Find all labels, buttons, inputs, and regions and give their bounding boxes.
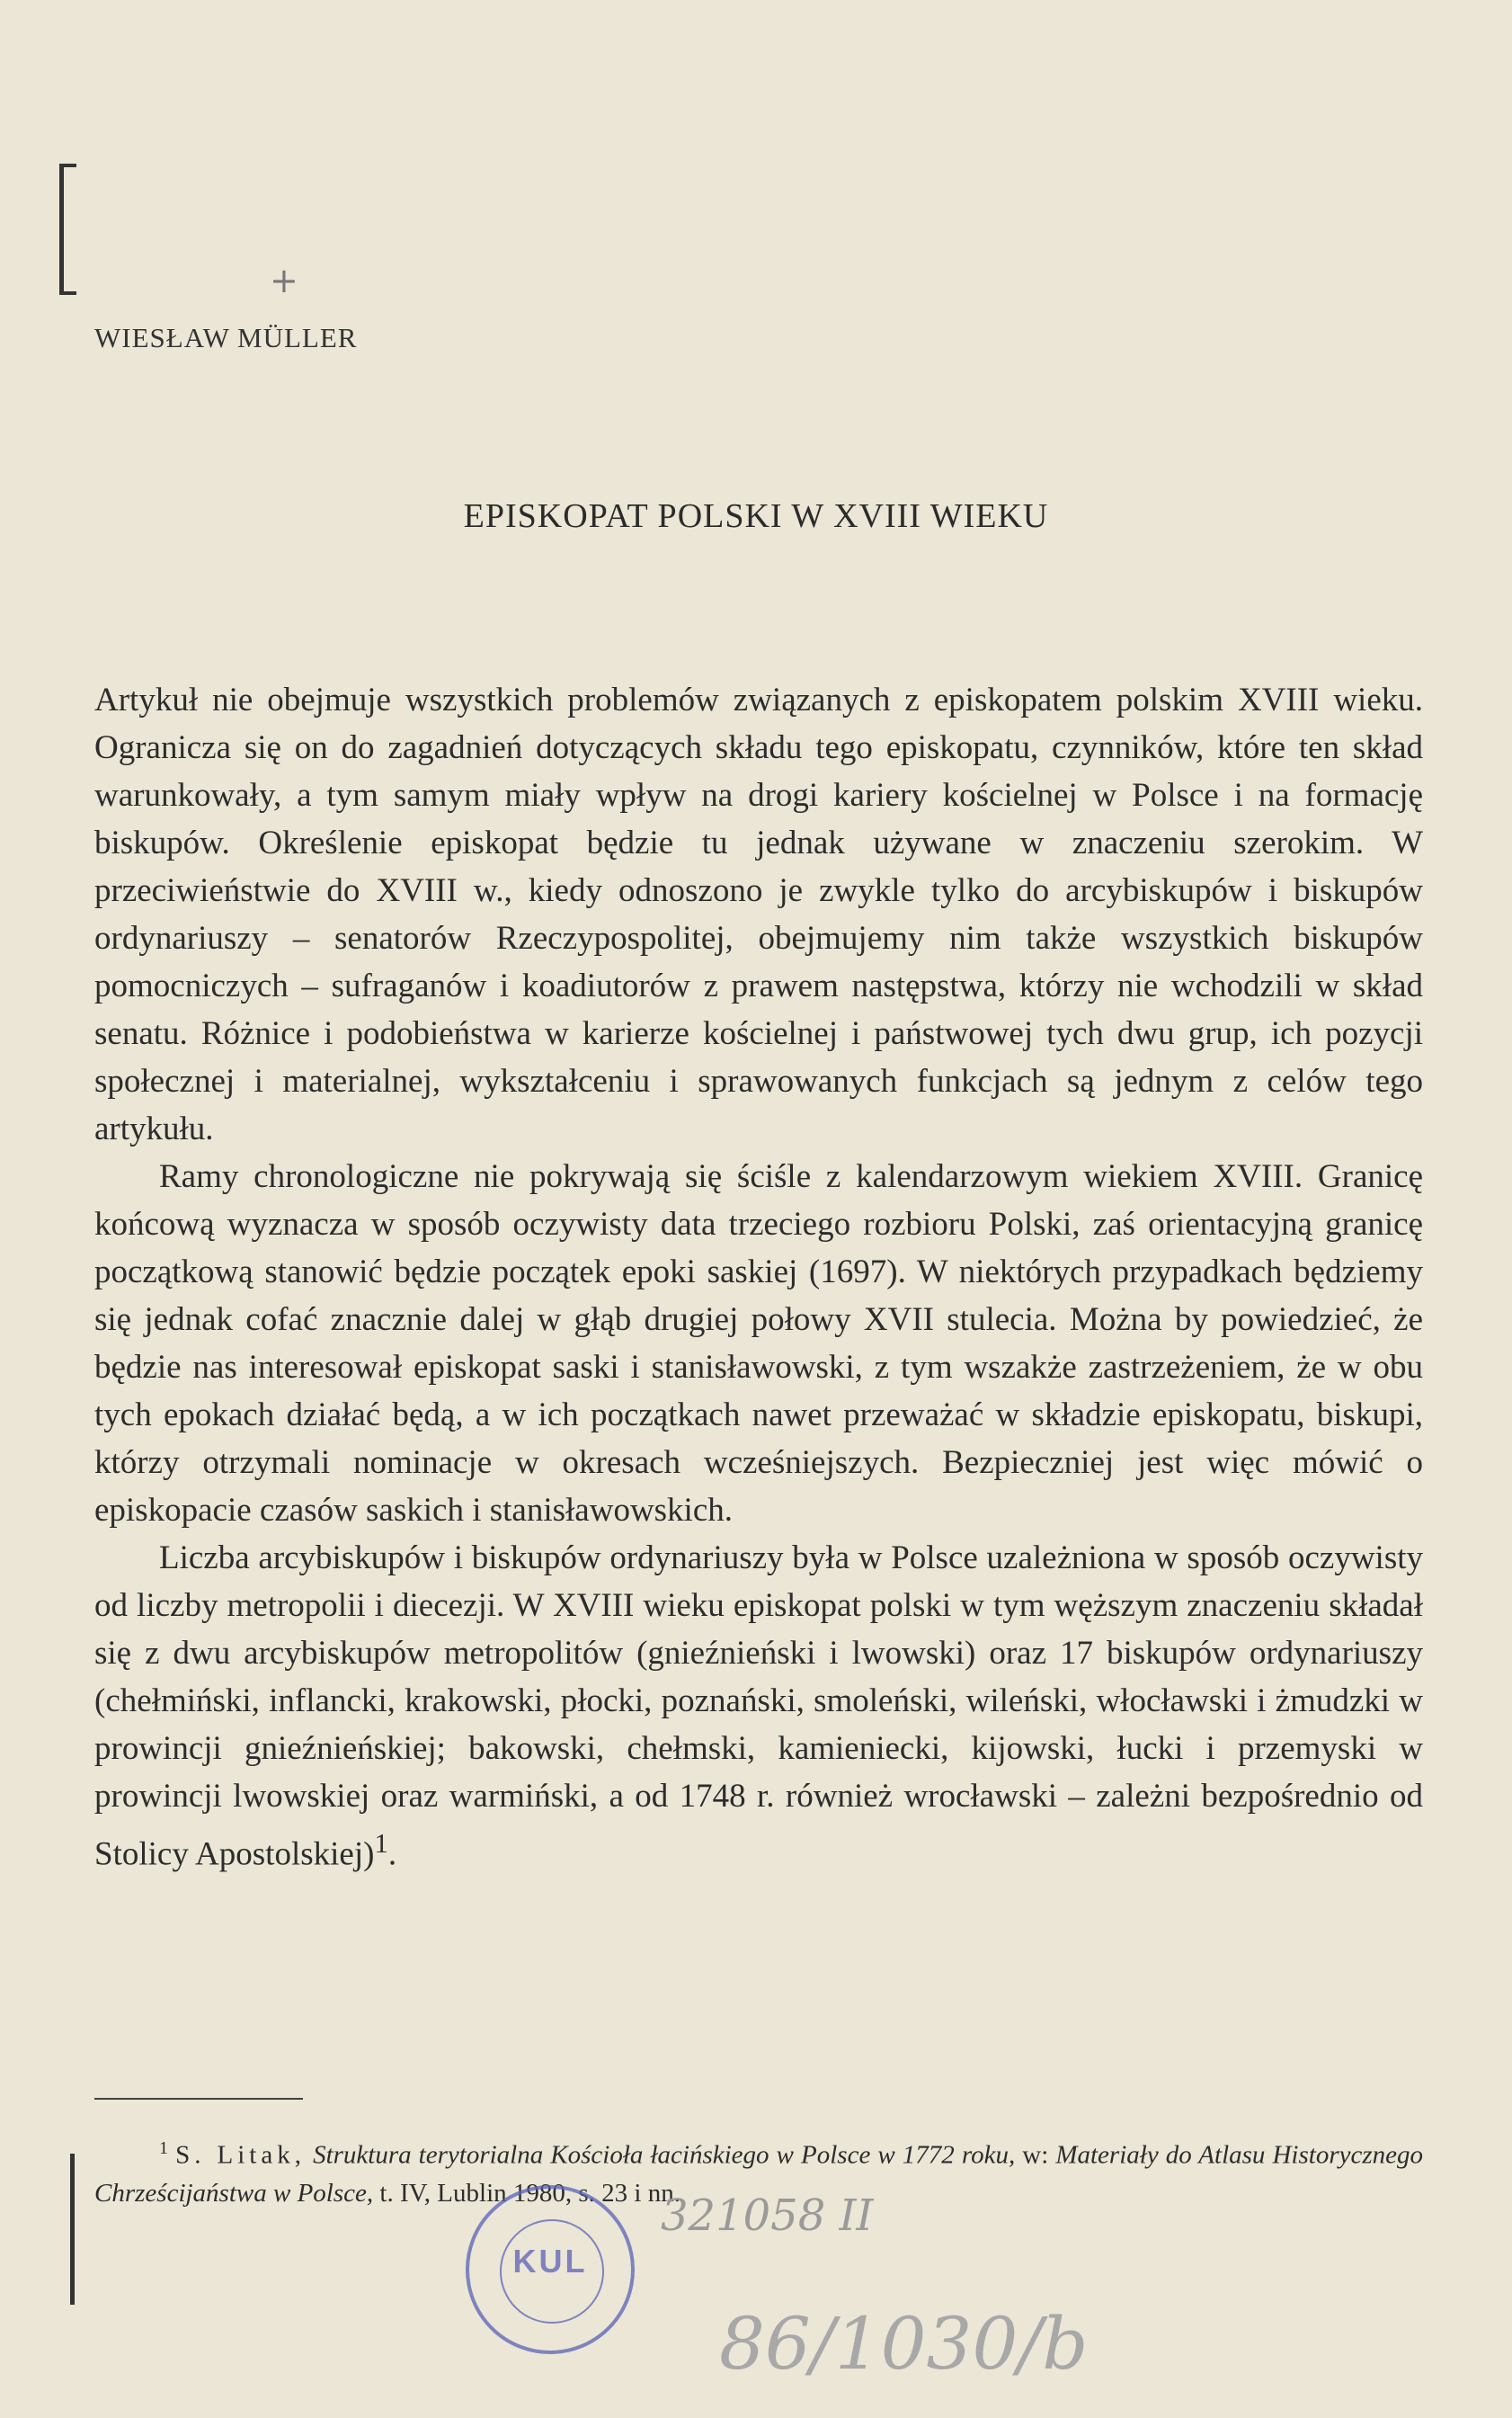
footnote-series: Materiały do Atlasu Historycznego Chrześcijaństwa w Polsce,	[94, 2140, 1424, 2208]
paragraph-3-end: .	[387, 1835, 397, 1873]
stamp-text: KUL	[512, 2243, 588, 2280]
plus-mark-icon: +	[270, 261, 298, 300]
paragraph-1: Artykuł nie obejmuje wszystkich problemów związanych z episkopatem polskim XVIII wieku. Ogranicza się on do zagadnień dotyczących składu tego episkopatu, czynników, które ten skład warunkowały, a tym samym miały wpływ na drogi kariery kościelnej w Polsce i na formację biskupów. Określenie episkopat będzie tu jednak używane w znaczeniu szerokim. W przeciwieństwie do XVIII w., kiedy odnoszono je zwykle tylko do arcybiskupów i biskupów ordynariuszy – senatorów Rzeczypospolitej, obejmujemy nim także wszystkich biskupów pomocniczych – sufraganów i koadiutorów z prawem następstwa, którzy nie wchodzili w skład senatu. Różnice i podobieństwa w karierze kościelnej i państwowej tych dwu grup, ich pozycji społecznej i materialnej, wykształceniu i sprawowanych funkcjach są jednym z celów tego artykułu.	[94, 682, 1423, 1147]
paragraph-3	[94, 1534, 1423, 1878]
paragraph-2: Ramy chronologiczne nie pokrywają się ściśle z kalendarzowym wiekiem XVIII. Granicę końcową wyznacza w sposób oczywisty data trzeciego rozbioru Polski, zaś orientacyjną granicę początkową stanowić będzie początek epoki saskiej (1697). W niektórych przypadkach będziemy się jednak cofać znacznie dalej w głąb drugiej połowy XVII stulecia. Można by powiedzieć, że będzie nas interesował episkopat saski i stanisławowski, z tym wszakże zastrzeżeniem, że w obu tych epokach działać będą, a w ich początkach nawet przeważać w składzie episkopatu, biskupi, którzy otrzymali nominacje w okresach wcześniejszych. Bezpieczniej jest więc mówić o episkopacie czasów saskich i stanisławowskich.	[94, 1158, 1423, 1529]
footnote-divider	[94, 2098, 303, 2100]
author-name: WIESŁAW MÜLLER	[94, 322, 358, 353]
handwritten-catalog-number: 321058 II	[661, 2190, 874, 2241]
footnote-number: 1	[159, 2138, 168, 2158]
paragraph-3-text: Liczba arcybiskupów i biskupów ordynariuszy była w Polsce uzależniona w sposób oczywisty od liczby metropolii i diecezji. W XVIII wieku episkopat polski w tym węższym znaczeniu składał się z dwu arcybiskupów metropolitów (gnieźnieński i lwowski) oraz 17 biskupów ordynariuszy (chełmiński, inflancki, krakowski, płocki, poznański, smoleński, wileński, włocławski i żmudzki w prowincji gnieźnieńskiej; bakowski, chełmski, kamieniecki, kijowski, łucki i przemyski w prowincji lwowskiej oraz warmiński, a od 1748 r. również wrocławski – zależni bezpośrednio od Stolicy Apostolskiej)	[94, 1539, 1423, 1873]
handwritten-signature-number: 86/1030/b	[719, 2302, 1089, 2386]
footnote-rest: t. IV, Lublin 1980, s. 23 i nn.	[373, 2178, 680, 2208]
article-body	[94, 676, 1423, 1878]
footnote-in: w:	[1015, 2140, 1056, 2170]
article-title: EPISKOPAT POLSKI W XVIII WIEKU	[463, 497, 1049, 535]
footnote-reference: 1	[374, 1828, 388, 1859]
margin-bracket-top	[59, 164, 76, 295]
library-stamp	[466, 2185, 635, 2354]
footnote-author: S. Litak,	[175, 2140, 306, 2170]
margin-bracket-bottom	[70, 2154, 82, 2305]
footnote-title: Struktura terytorialna Kościoła łacińskiego w Polsce w 1772 roku,	[313, 2140, 1016, 2170]
